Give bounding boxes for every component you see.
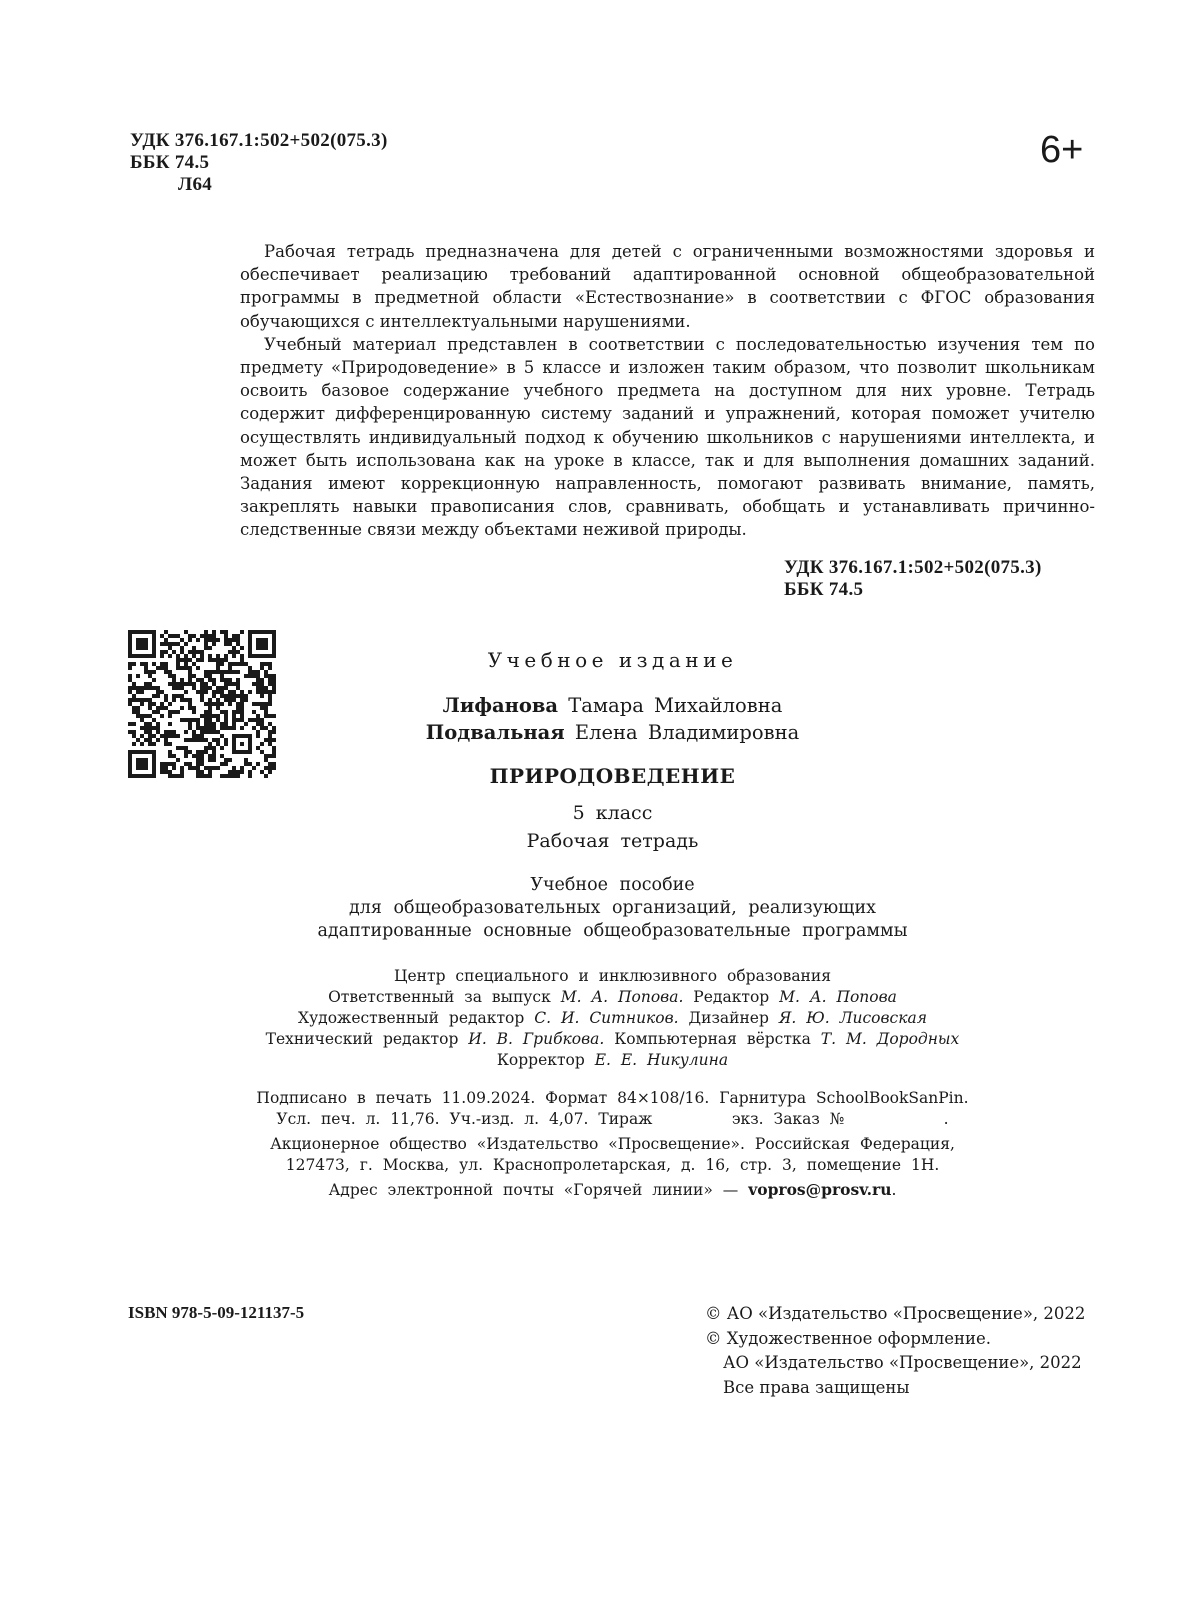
person: С. И. Ситников. xyxy=(534,1009,679,1027)
author xyxy=(200,719,1025,746)
person: М. А. Попова. xyxy=(560,988,684,1006)
credits-line xyxy=(200,1050,1025,1071)
imprint-line: Усл. печ. л. 11,76. Уч.-изд. л. 4,07. Тираж экз. Заказ № . xyxy=(276,1109,949,1128)
copyright-line: © Художественное оформление. xyxy=(705,1328,992,1348)
credits-line xyxy=(200,1008,1025,1029)
authors xyxy=(200,692,1025,746)
bbk-code: ББК 74.5 xyxy=(130,152,210,173)
role: Художественный редактор xyxy=(298,1009,535,1027)
top-classification xyxy=(130,130,388,196)
udk-code: УДК 376.167.1:502+502(075.3) xyxy=(130,130,388,151)
imprint-line: 127473, г. Москва, ул. Краснопролетарская, д. 16, стр. 3, помещение 1Н. xyxy=(285,1155,940,1174)
manual-line: адаптированные основные общеобразовательные программы xyxy=(317,921,908,941)
role: Компьютерная вёрстка xyxy=(604,1030,821,1048)
person: И. В. Грибкова. xyxy=(468,1030,605,1048)
author-surname: Подвальная xyxy=(425,721,565,744)
book-type: Рабочая тетрадь xyxy=(526,830,699,852)
person: Т. М. Дородных xyxy=(820,1030,960,1048)
person: Е. Е. Никулина xyxy=(594,1051,729,1069)
author-surname: Лифанова xyxy=(442,694,559,717)
role: Дизайнер xyxy=(678,1009,779,1027)
email-suffix: . xyxy=(891,1181,897,1199)
credits xyxy=(200,966,1025,1071)
imprint-line: Подписано в печать 11.09.2024. Формат 84×108/16. Гарнитура SchoolBookSanPin. xyxy=(256,1089,969,1107)
bbk-code: ББК 74.5 xyxy=(784,579,864,600)
udk-code: УДК 376.167.1:502+502(075.3) xyxy=(784,557,1042,578)
copyright-line: © АО «Издательство «Просвещение», 2022 xyxy=(705,1304,1086,1323)
author xyxy=(200,692,1025,719)
annotation-paragraph: Рабочая тетрадь предназначена для детей с ограниченными возможностями здоровья и обеспечивает реализацию требований адаптированной основной общеобразовательной программы в предметной области «Естествознание» в соответствии с ФГОС образования обучающихся с интеллектуальными нарушениями. xyxy=(240,242,1095,331)
role: Технический редактор xyxy=(265,1030,469,1048)
copyright xyxy=(705,1302,1085,1400)
edition-type: Учебное издание xyxy=(487,648,738,672)
credits-line xyxy=(200,1029,1025,1050)
author-given-names: Елена Владимировна xyxy=(574,721,800,744)
copyright-line: АО «Издательство «Просвещение», 2022 xyxy=(723,1353,1082,1372)
book-title: ПРИРОДОВЕДЕНИЕ xyxy=(489,764,736,788)
person: Я. Ю. Лисовская xyxy=(778,1009,927,1027)
imprint-line: Акционерное общество «Издательство «Просвещение». Российская Федерация, xyxy=(270,1135,955,1153)
email-label: Адрес электронной почты «Горячей линии» — xyxy=(328,1181,749,1199)
author-mark: Л64 xyxy=(178,174,213,195)
annotation-classification xyxy=(784,557,1042,601)
isbn: ISBN 978-5-09-121137-5 xyxy=(128,1303,305,1322)
manual-description xyxy=(200,874,1025,943)
role: Корректор xyxy=(496,1051,595,1069)
credits-line xyxy=(200,987,1025,1008)
manual-line: для общеобразовательных организаций, реализующих xyxy=(349,898,876,918)
person: М. А. Попова xyxy=(779,988,897,1006)
annotation-paragraph: Учебный материал представлен в соответствии с последовательностью изучения тем по предмету «Природоведение» в 5 классе и изложен таким образом, что позволит школьникам освоить базовое содержание учебного предмета на доступном для них уровне. Тетрадь содержит дифференцированную систему заданий и упражнений, которая поможет учителю осуществлять индивидуальный подход к обучению школьников с нарушениями интеллекта, и может быть использована как на уроке в классе, так и для выполнения домашних заданий. Задания имеют коррекционную направленность, помогают развивать внимание, память, закреплять навыки правописания слов, сравнивать, обобщать и устанавливать причинно-следственные связи между объектами неживой природы. xyxy=(240,334,1095,540)
imprint xyxy=(200,1088,1025,1201)
copyright-line: Все права защищены xyxy=(723,1377,910,1397)
role: Редактор xyxy=(683,988,780,1006)
manual-line: Учебное пособие xyxy=(530,875,695,895)
age-rating: 6+ xyxy=(1040,129,1084,171)
grade: 5 класс xyxy=(572,802,653,824)
imprint-email-line xyxy=(200,1180,1025,1201)
author-given-names: Тамара Михайловна xyxy=(568,694,783,717)
annotation xyxy=(240,240,1095,542)
email-link[interactable]: vopros@prosv.ru xyxy=(748,1180,892,1199)
role: Ответственный за выпуск xyxy=(328,988,561,1006)
credits-center: Центр специального и инклюзивного образования xyxy=(393,967,832,985)
